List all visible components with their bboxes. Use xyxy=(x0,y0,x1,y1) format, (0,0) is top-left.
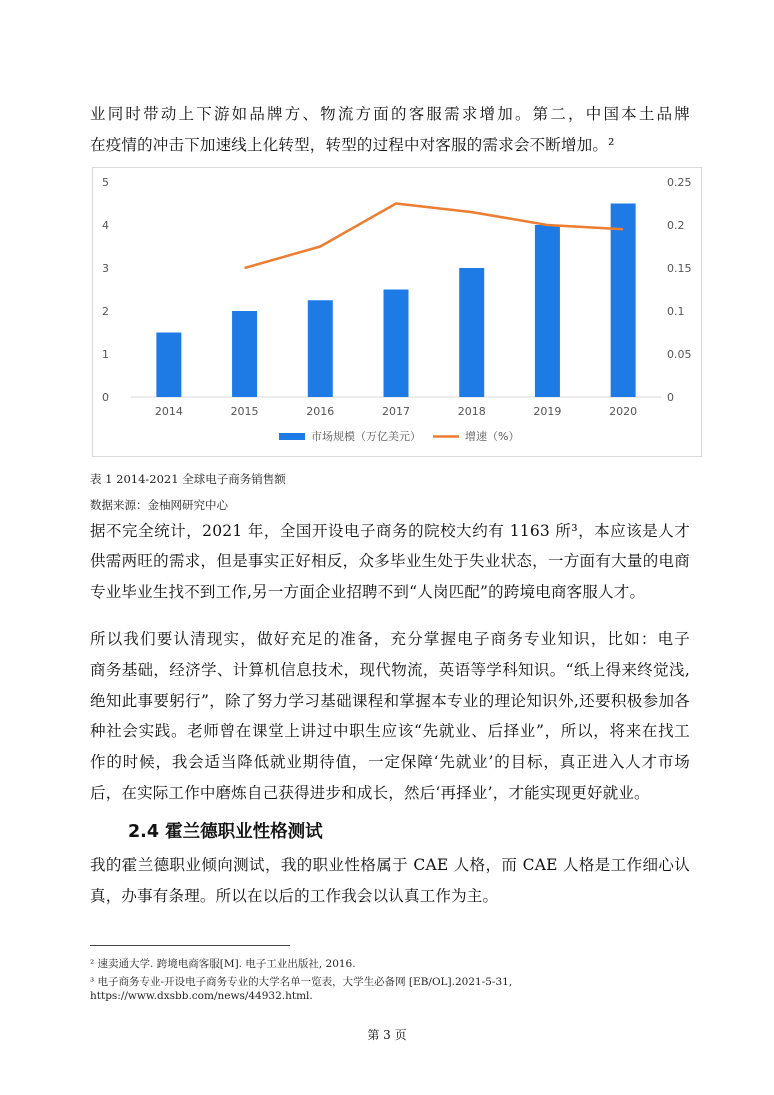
text-line: 真，办事有条理。所以在以后的工作我会以认真工作为主。 xyxy=(90,887,499,905)
left-tick-label: 4 xyxy=(102,219,109,232)
x-tick-label: 2014 xyxy=(154,405,183,418)
right-tick-label: 0.1 xyxy=(667,305,685,318)
text-line: 绝知此事要躬行”，除了努力学习基础课程和掌握本专业的理论知识外,还要积极参加各 xyxy=(90,692,690,710)
page-number: 第 3 页 xyxy=(367,1028,407,1042)
x-tick-label: 2019 xyxy=(533,405,562,418)
text-line: 作的时候，我会适当降低就业期待值，一定保障‘先就业’的目标，真正进入人才市场 xyxy=(90,753,690,771)
text-line: 所以我们要认清现实，做好充足的准备，充分掌握电子商务专业知识，比如：电子 xyxy=(90,630,690,648)
footnote-divider xyxy=(90,945,290,946)
text-line: 我的霍兰德职业倾向测试，我的职业性格属于 CAE 人格，而 CAE 人格是工作细心认 xyxy=(90,856,690,874)
legend-line-label: 增速（%） xyxy=(465,430,520,443)
text-line: 后，在实际工作中磨炼自己获得进步和成长，然后‘再择业’，才能实现更好就业。 xyxy=(90,784,650,802)
bar xyxy=(232,311,257,397)
left-tick-label: 1 xyxy=(102,348,109,361)
x-tick-label: 2020 xyxy=(609,405,638,418)
bar xyxy=(384,290,409,398)
right-tick-label: 0.25 xyxy=(667,176,692,189)
text-line: 商务基础，经济学、计算机信息技术，现代物流，英语等学科知识。“纸上得来终觉浅, xyxy=(90,661,690,679)
growth-line xyxy=(245,204,624,269)
text-line: 供需两旺的需求，但是事实正好相反，众多毕业生处于失业状态，一方面有大量的电商 xyxy=(90,552,690,570)
right-tick-label: 0.05 xyxy=(667,348,692,361)
x-tick-label: 2017 xyxy=(382,405,410,418)
data-source: 数据来源：金柚网研究中心 xyxy=(90,498,228,512)
text-line: 专业毕业生找不到工作,另一方面企业招聘不到“人岗匹配”的跨境电商客服人才。 xyxy=(90,583,646,601)
bar xyxy=(156,333,181,398)
right-tick-label: 0.2 xyxy=(667,219,685,232)
left-tick-label: 2 xyxy=(102,305,109,318)
bar xyxy=(535,225,560,397)
right-tick-label: 0 xyxy=(667,391,674,404)
x-tick-label: 2018 xyxy=(457,405,486,418)
footnote-url: https://www.dxsbb.com/news/44932.html. xyxy=(90,990,313,1002)
legend-bar-label: 市场规模（万亿美元） xyxy=(311,430,421,443)
footnote: ³ 电子商务专业-开设电子商务专业的大学名单一览表，大学生必备网 [EB/OL].2021-5-31, xyxy=(90,976,513,988)
bar xyxy=(459,268,484,397)
bar xyxy=(611,204,636,398)
left-tick-label: 0 xyxy=(102,391,109,404)
sales-chart xyxy=(92,167,702,457)
x-tick-label: 2016 xyxy=(306,405,335,418)
left-tick-label: 3 xyxy=(102,262,109,275)
text-line: 种社会实践。老师曾在课堂上讲过中职生应该“先就业、后择业”，所以，将来在找工 xyxy=(90,722,690,740)
bar xyxy=(308,300,333,397)
footnote: ² 速卖通大学. 跨境电商客服[M]. 电子工业出版社, 2016. xyxy=(90,958,356,970)
text-line: 据不完全统计，2021 年，全国开设电子商务的院校大约有 1163 所³，本应该是人才 xyxy=(90,522,690,540)
text-line: 在疫情的冲击下加速线上化转型，转型的过程中对客服的需求会不断增加。² xyxy=(90,136,615,154)
section-heading: 2.4 霍兰德职业性格测试 xyxy=(128,822,323,842)
table-caption: 表 1 2014-2021 全球电子商务销售额 xyxy=(90,472,286,486)
left-tick-label: 5 xyxy=(102,176,109,189)
x-tick-label: 2015 xyxy=(230,405,259,418)
chart-canvas xyxy=(93,168,701,456)
right-tick-label: 0.15 xyxy=(667,262,692,275)
legend-bar-swatch xyxy=(279,433,305,440)
text-line: 业同时带动上下游如品牌方、物流方面的客服需求增加。第二，中国本土品牌 xyxy=(90,105,690,123)
